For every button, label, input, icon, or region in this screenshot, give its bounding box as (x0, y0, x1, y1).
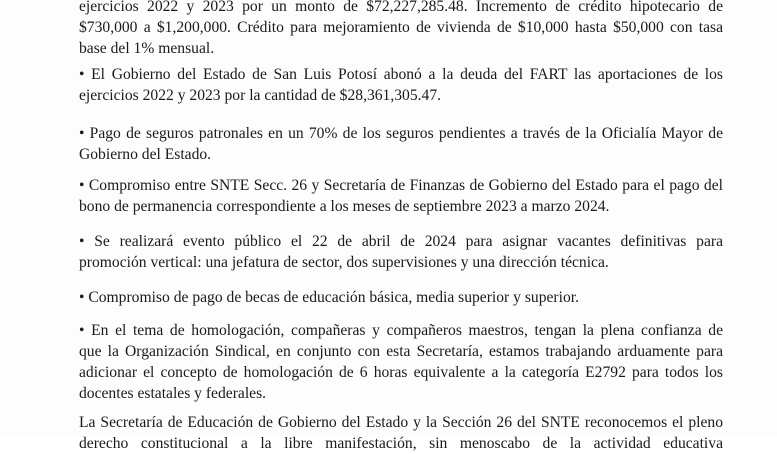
bullet-permanence-bonus (79, 175, 723, 217)
paragraph-line: base del 1% mensual. (79, 40, 215, 57)
paragraph-line: $730,000 a $1,200,000. Crédito para mejoramiento de vivienda de $10,000 hasta $50,000 con tasa (79, 19, 723, 36)
bullet-scholarships (79, 287, 723, 308)
paragraph-line: derecho constitucional a la libre manifestación, sin menoscabo de la actividad educativa (79, 435, 723, 452)
paragraph-line: ejercicios 2022 y 2023 por la cantidad de $28,361,305.47. (79, 87, 442, 104)
paragraph-line: • Se realizará evento público el 22 de abril de 2024 para asignar vacantes definitivas para (79, 233, 723, 250)
paragraph-line: que la Organización Sindical, en conjunto con esta Secretaría, estamos trabajando arduamente para (79, 343, 723, 360)
paragraph-line: • Pago de seguros patronales en un 70% de los seguros pendientes a través de la Oficialía Mayor de (79, 125, 723, 142)
paragraph-line: promoción vertical: una jefatura de sector, dos supervisiones y una dirección técnica. (79, 254, 609, 271)
paragraph-credit-details (79, 0, 723, 59)
paragraph-line: adicionar el concepto de homologación de 6 horas equivalente a la categoría E2792 para todos los (79, 364, 723, 381)
paragraph-line: ejercicios 2022 y 2023 por un monto de $72,227,285.48. Incremento de crédito hipotecario de (79, 0, 723, 15)
paragraph-line: docentes estatales y federales. (79, 385, 267, 402)
paragraph-recognition (79, 412, 723, 454)
paragraph-line: • En el tema de homologación, compañeras y compañeros maestros, tengan la plena confianza de (79, 322, 723, 339)
bullet-homologation (79, 320, 723, 404)
paragraph-line: • Compromiso de pago de becas de educación básica, media superior y superior. (79, 289, 579, 306)
paragraph-line: • El Gobierno del Estado de San Luis Potosí abonó a la deuda del FART las aportaciones de los (79, 66, 723, 83)
bullet-insurance-payment (79, 123, 723, 165)
paragraph-line: bono de permanencia correspondiente a los meses de septiembre 2023 a marzo 2024. (79, 198, 610, 215)
paragraph-line: Gobierno del Estado. (79, 146, 212, 163)
paragraph-line: • Compromiso entre SNTE Secc. 26 y Secretaría de Finanzas de Gobierno del Estado para el pago del (79, 177, 723, 194)
bullet-public-event (79, 231, 723, 273)
bullet-fart-payment (79, 64, 723, 106)
paragraph-line: La Secretaría de Educación de Gobierno del Estado y la Sección 26 del SNTE reconocemos el pleno (79, 414, 723, 431)
